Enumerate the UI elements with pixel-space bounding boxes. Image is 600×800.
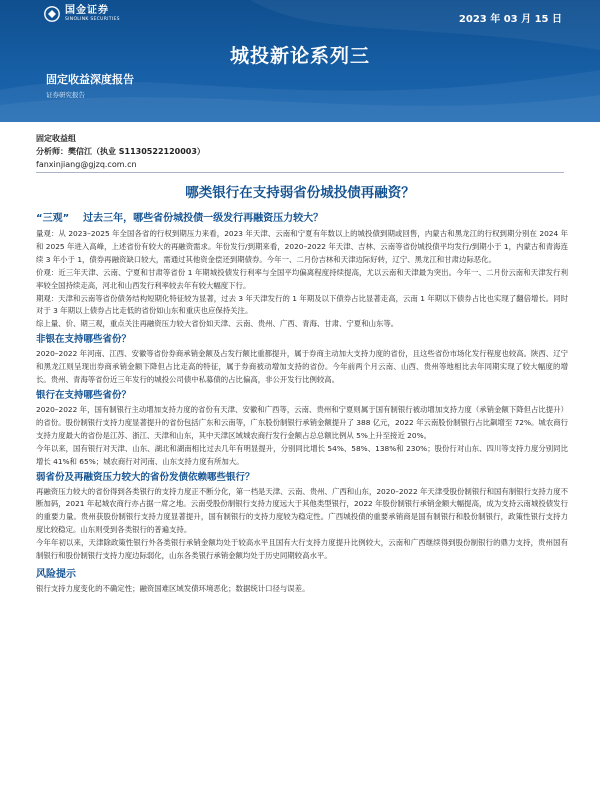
report-body (36, 210, 568, 596)
logo-name-cn: 国金证券 (65, 5, 109, 16)
divider (36, 172, 564, 173)
logo-emblem-icon (44, 6, 60, 22)
paragraph-summary: 综上量、价、期三观，重点关注再融资压力较大省份如天津、云南、贵州、广西、青海、甘肃、宁夏和山东等。 (36, 319, 399, 329)
research-group: 固定收益组 (36, 134, 76, 143)
analyst-label: 分析师： (36, 147, 68, 156)
report-subtitle: 证券研究报告 (46, 91, 85, 99)
section-heading-bank: 银行在支持哪些省份？ (36, 389, 132, 401)
report-date: 2023 年 03 月 15 日 (458, 14, 562, 25)
paragraph-risk: 银行支持力度变化的不确定性；融资国难区域发债环境恶化；数据统计口径与误差。 (36, 583, 310, 593)
series-title: 城投新论系列三 (229, 45, 370, 67)
section-heading-weak-provinces: 弱省份及再融资压力较大的省份发债依赖哪些银行？ (36, 471, 255, 483)
paragraph-bank-1: 2020–2022 年，国有制银行主动增加支持力度的省份有天津、安徽和广西等，云南、贵州和宁夏则属于国有制银行被动增加支持力度（承销金额下降但占比提升）的省份。股份制银行支持力度显著提升的省份包括广东和云南等，广东股份制银行承销金额提升了 388 亿元，2022 年云南股份制银行占比飙增至 72%。城农商行支持力度最大的省份是江苏、浙江、天津和山东，其中天津区域城农商行发行金额占总总额比例从 5%上升至接近 20%。 (36, 404, 568, 440)
paragraph-term-view: 期观：天津和云南等省份债务结构短期化特征较为显著，过去 3 年天津发行的 1 年期及以下债券占比显著走高，云南 1 年期以下债券占比也实现了翻倍增长。同时对于 3 年期以上债券占比走低的省份如山东和重庆也应保持关注。 (36, 293, 568, 316)
paragraph-weak-provinces-2: 今年年初以来，天津除政策性银行外各类银行承销金额均处于较高水平且国有大行支持力度提升比例较大，云南和广西继续得到股份制银行的鼎力支持，贵州国有制银行和股份制银行支持力度边际弱化，山东各类银行承销金额均处于历史同期较高水平。 (36, 538, 568, 561)
report-headline: 哪类银行在支持弱省份城投债再融资？ (185, 185, 415, 201)
paragraph-price-view: 价观：近三年天津、云南、宁夏和甘肃等省份 1 年期城投债发行利率与全国平均偏离程度持续提高，尤以云南和天津最为突出。今年一、二月份云南和天津发行利率较全国持续走高，河北和山西发行利率较去年有较大幅度下行。 (36, 267, 568, 290)
paragraph-weak-provinces-1: 再融资压力较大的省份得到各类银行的支持力度正不断分化，第一档是天津、云南、贵州、广西和山东，2020–2022 年天津受股份制银行和国有制银行支持力度不断加码，2021 年起城农商行亦占据一席之地。云南受股份制银行支持力度远大于其他类型银行，2022 年股份制银行承销金额大幅提高，成为支持云南城投债发行的重要力量。贵州获股份制银行支持力度显著提升，国有制银行的支持力度较为稳定性。广西城投债的重要承销商是国有制银行和股份制银行，政策性银行支持力度比较稳定。山东则受到各类银行的普遍支持。 (36, 486, 568, 535)
analyst-name: 樊信江（执业 S1130522120003） (68, 147, 205, 156)
analyst-email: fanxinjiang@gjzq.com.cn (36, 160, 137, 169)
company-logo (44, 6, 120, 23)
paragraph-bank-2: 今年以来，国有银行对天津、山东、湖北和湖南相比过去几年有明显提升，分别同比增长 54%、58%、138%和 230%；股份行对山东、四川等支持力度分别同比增长 41%和 65%；城农商行对河南、山东支持力度有所加大。 (36, 443, 568, 466)
logo-name-en: SINOLINK SECURITIES (65, 17, 120, 22)
paragraph-volume-view: 量观：从 2023–2025 年全国各省的行权到期压力来看，2023 年天津、云南和宁夏有年数以上的城投债到期或回售，内蒙古和黑龙江的行权到期分别在 2024 年和 2025 年进入高峰，上述省份有较大的再融资需求。年份发行/到期来看，2020–2022 年天津、吉林、云南等省份城投债平均发行/到期小于 1，内蒙古和青海连续 3 年小于 1，债券再融资缺口较大，需通过其他资金偿还到期债券。今年一、二月份吉林和天津边际好转，辽宁、黑龙江和甘肃边际恶化。 (36, 229, 568, 264)
author-block (36, 132, 336, 171)
report-type: 固定收益深度报告 (46, 73, 134, 86)
report-banner (0, 0, 600, 122)
section-heading-risk: 风险提示 (36, 568, 76, 580)
section-heading-non-bank: 非银在支持哪些省份？ (36, 334, 132, 346)
section-heading-three-views: “三观” 过去三年，哪些省份城投债一级发行再融资压力较大？ (36, 213, 324, 224)
paragraph-non-bank: 2020–2022 年河南、江西、安徽等省份券商承销金额及占发行额比重都提升，属于券商主动加大支持力度的省份，且这些省份市场化发行程度也较高。陕西、辽宁和黑龙江则呈现出券商承销金额下降但占比走高的特征，属于券商被动增加支持的省份。今年前两个月云南、山西、贵州等地相比去年同期实现了较大幅度的增长。贵州、青海等省份近三年发行的城投公司债中私募债的占比偏高，非公开发行比例较高。 (36, 349, 568, 385)
